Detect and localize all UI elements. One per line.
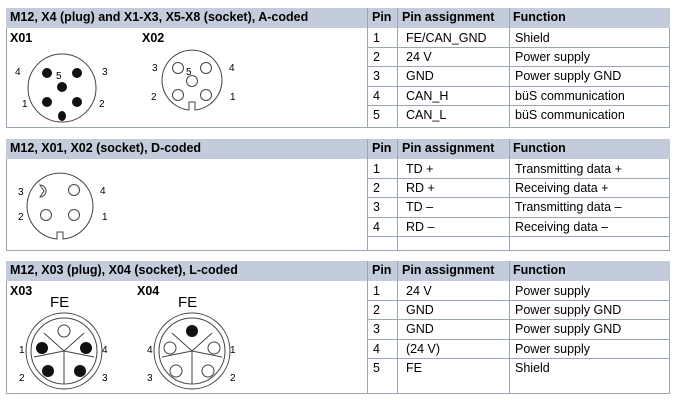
pin-number: 1	[373, 284, 380, 298]
pin-3-label: 3	[18, 187, 24, 198]
connector-outline	[27, 173, 93, 239]
pin-assignment: 24 V	[406, 50, 432, 64]
col-assignment-header: Pin assignment	[402, 10, 495, 24]
d-coded-socket-diagram	[10, 165, 110, 245]
table-title: M12, X01, X02 (socket), D-coded	[10, 141, 202, 155]
pin-1-label: 1	[230, 92, 236, 103]
pin-1-label: 1	[19, 345, 25, 356]
pin-assignment: CAN_L	[406, 108, 447, 122]
x03-plug-diagram	[10, 293, 120, 393]
pin-number: 2	[373, 50, 380, 64]
col-assignment-header: Pin assignment	[402, 263, 495, 277]
pin-function: Transmitting data –	[515, 200, 622, 214]
pin-4-icon	[69, 185, 80, 196]
table-l-coded	[6, 261, 670, 394]
pin-function: Receiving data –	[515, 220, 609, 234]
table-header	[6, 261, 670, 281]
pin-function: büS communication	[515, 108, 625, 122]
x02-socket-diagram	[142, 46, 242, 126]
pin-function: Power supply GND	[515, 322, 622, 336]
pin-number: 3	[373, 200, 380, 214]
pin-function: Power supply GND	[515, 69, 622, 83]
connector-label-x02: X02	[142, 31, 165, 45]
pin-function: Shield	[515, 31, 550, 45]
pin-4-label: 4	[100, 186, 106, 197]
pin-assignment: FE	[406, 361, 422, 375]
pin-2-icon	[41, 210, 52, 221]
pin-assignment: GND	[406, 322, 434, 336]
table-a-coded	[6, 8, 670, 128]
table-title: M12, X03 (plug), X04 (socket), L-coded	[10, 263, 238, 277]
pin-2-label: 2	[18, 212, 24, 223]
pin-number: 2	[373, 303, 380, 317]
col-pin-header: Pin	[372, 10, 392, 24]
pin-function: Receiving data +	[515, 181, 609, 195]
pin-assignment: GND	[406, 303, 434, 317]
coding-key-icon	[58, 111, 66, 121]
table-header	[6, 8, 670, 28]
pin-function: Power supply GND	[515, 303, 622, 317]
pin-1-icon	[201, 90, 212, 101]
pin-2-label: 2	[99, 99, 105, 110]
pin-fe-icon	[186, 325, 198, 337]
pin-4-label: 4	[15, 67, 21, 78]
pin-5-label: 5	[56, 71, 62, 82]
pin-function: Power supply	[515, 284, 591, 298]
pin-1-icon	[208, 342, 220, 354]
fe-label: FE	[50, 294, 70, 311]
pin-function: Power supply	[515, 50, 591, 64]
connector-label-x01: X01	[10, 31, 33, 45]
pin-assignment: (24 V)	[406, 342, 441, 356]
table-header	[6, 139, 670, 159]
pin-4-label: 4	[102, 345, 108, 356]
col-function-header: Function	[513, 263, 566, 277]
pin-2-label: 2	[19, 373, 25, 384]
pin-number: 2	[373, 181, 380, 195]
pin-3-icon	[40, 185, 46, 197]
pin-3-label: 3	[152, 63, 158, 74]
pin-assignment: RD –	[406, 220, 435, 234]
pin-1-icon	[42, 97, 52, 107]
col-pin-header: Pin	[372, 263, 392, 277]
pin-1-icon	[69, 210, 80, 221]
col-function-header: Function	[513, 141, 566, 155]
pin-assignment: RD +	[406, 181, 435, 195]
pin-number: 4	[373, 342, 380, 356]
fe-label: FE	[178, 294, 198, 311]
pin-function: Shield	[515, 361, 550, 375]
pin-3-label: 3	[147, 373, 153, 384]
pin-4-icon	[42, 68, 52, 78]
pin-2-label: 2	[230, 373, 236, 384]
table-d-coded	[6, 139, 670, 251]
pin-number: 1	[373, 31, 380, 45]
pin-assignment: GND	[406, 69, 434, 83]
pin-3-icon	[170, 365, 182, 377]
pin-assignment: FE/CAN_GND	[406, 31, 487, 45]
pin-3-label: 3	[102, 373, 108, 384]
pin-number: 1	[373, 162, 380, 176]
pin-2-label: 2	[151, 92, 157, 103]
pin-function: büS communication	[515, 89, 625, 103]
pin-assignment: CAN_H	[406, 89, 449, 103]
x01-plug-diagram	[14, 46, 114, 126]
pin-3-label: 3	[102, 67, 108, 78]
pin-3-icon	[74, 365, 86, 377]
pin-assignment: TD –	[406, 200, 434, 214]
pin-fe-icon	[58, 325, 70, 337]
pin-2-icon	[42, 365, 54, 377]
pin-function: Transmitting data +	[515, 162, 622, 176]
pin-1-label: 1	[230, 345, 236, 356]
pin-number: 3	[373, 322, 380, 336]
pin-2-icon	[202, 365, 214, 377]
pin-number: 4	[373, 220, 380, 234]
pin-number: 4	[373, 89, 380, 103]
x04-socket-diagram	[134, 293, 244, 393]
col-pin-header: Pin	[372, 141, 392, 155]
pin-3-icon	[72, 68, 82, 78]
connector-label-x03: X03	[10, 284, 33, 298]
pin-4-icon	[164, 342, 176, 354]
pin-3-icon	[173, 63, 184, 74]
pin-5-label: 5	[186, 67, 192, 78]
connector-outline	[162, 50, 222, 110]
pin-assignment: TD +	[406, 162, 434, 176]
pin-number: 5	[373, 108, 380, 122]
col-function-header: Function	[513, 10, 566, 24]
pin-function: Power supply	[515, 342, 591, 356]
table-title: M12, X4 (plug) and X1-X3, X5-X8 (socket), A-coded	[10, 10, 309, 24]
pin-1-label: 1	[22, 99, 28, 110]
pin-4-icon	[201, 63, 212, 74]
pin-1-icon	[36, 342, 48, 354]
pin-assignment: 24 V	[406, 284, 432, 298]
connector-label-x04: X04	[137, 284, 160, 298]
pin-2-icon	[72, 97, 82, 107]
pin-1-label: 1	[102, 212, 108, 223]
pin-number: 5	[373, 361, 380, 375]
pin-5-icon	[57, 82, 67, 92]
pin-4-label: 4	[147, 345, 153, 356]
pin-4-icon	[80, 342, 92, 354]
pin-number: 3	[373, 69, 380, 83]
col-assignment-header: Pin assignment	[402, 141, 495, 155]
pin-4-label: 4	[229, 63, 235, 74]
pin-2-icon	[173, 90, 184, 101]
